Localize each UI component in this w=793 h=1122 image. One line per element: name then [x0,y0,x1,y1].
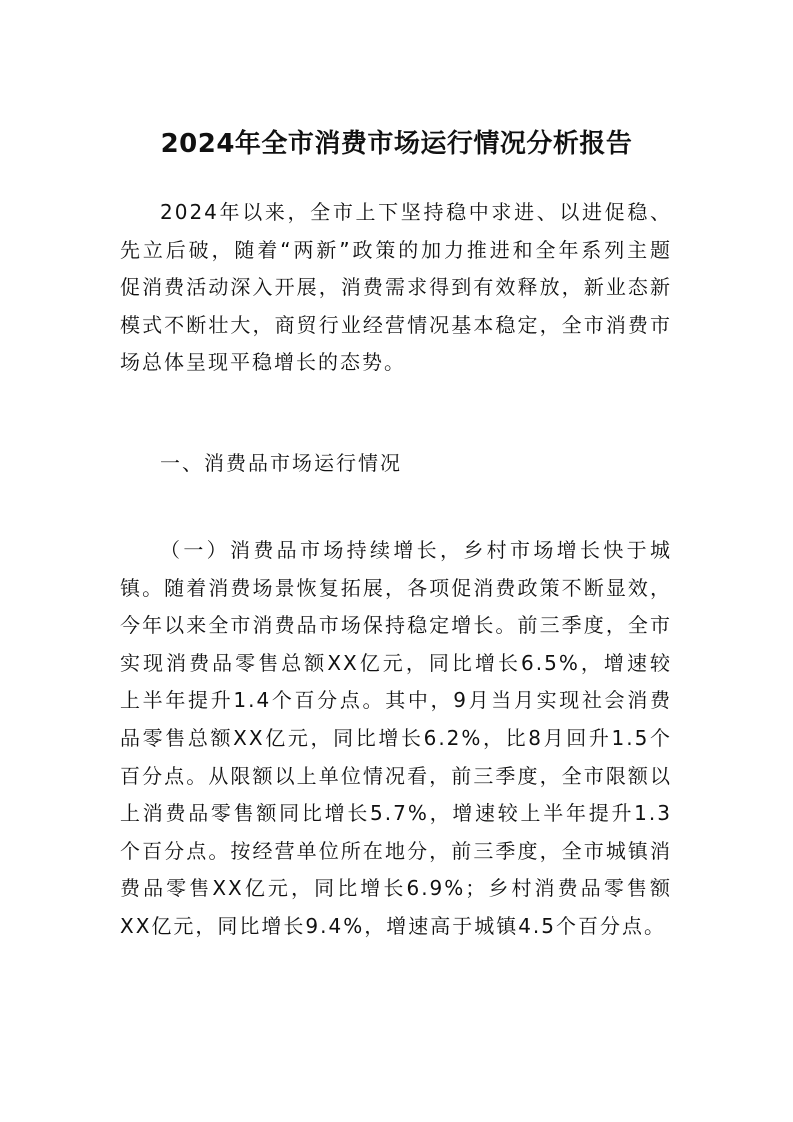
document-title: 2024年全市消费市场运行情况分析报告 [160,129,633,159]
section-heading-1: 一、消费品市场运行情况 [160,451,402,475]
section-1-paragraph: （一）消费品市场持续增长，乡村市场增长快于城镇。随着消费场景恢复拓展，各项促消费政策不断显效，今年以来全市消费品市场保持稳定增长。前三季度，全市实现消费品零售总额XX亿元，同比增长6.5%，增速较上半年提升1.4个百分点。其中，9月当月实现社会消费品零售总额XX亿元，同比增长6.2%，比8月回升1.5个百分点。从限额以上单位情况看，前三季度，全市限额以上消费品零售额同比增长5.7%，增速较上半年提升1.3个百分点。按经营单位所在地分，前三季度，全市城镇消费品零售XX亿元，同比增长6.9%；乡村消费品零售额XX亿元，同比增长9.4%，增速高于城镇4.5个百分点。 [120,538,672,938]
intro-paragraph: 2024年以来，全市上下坚持稳中求进、以进促稳、先立后破，随着“两新”政策的加力推进和全年系列主题促消费活动深入开展，消费需求得到有效释放，新业态新模式不断壮大，商贸行业经营情况基本稳定，全市消费市场总体呈现平稳增长的态势。 [120,200,672,375]
